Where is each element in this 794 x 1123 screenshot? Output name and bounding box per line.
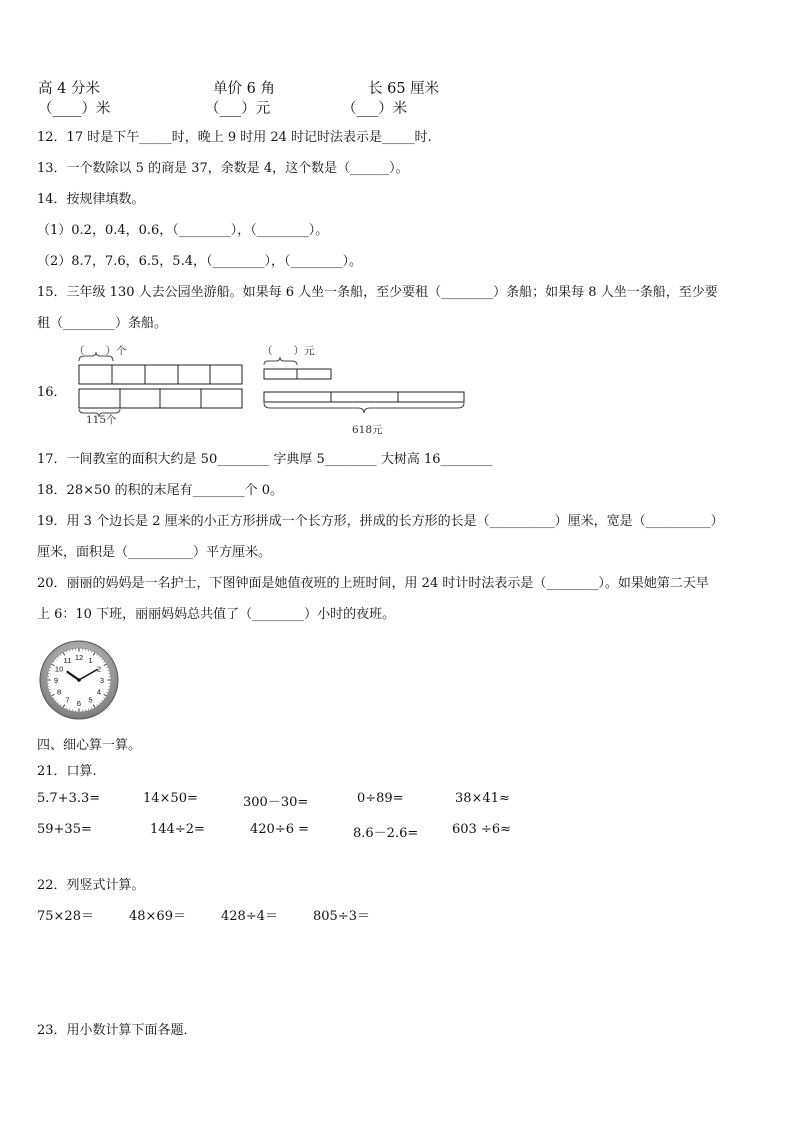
clock-numeral: 5 [88, 695, 93, 705]
q16-left-top-box [112, 365, 145, 384]
clock-numeral: 2 [96, 664, 102, 674]
q22-item: 75×28＝ [37, 909, 94, 924]
q21-row1-item: 38×41≈ [455, 791, 510, 806]
clock-center [77, 678, 81, 682]
clock-numeral: 4 [96, 687, 102, 697]
clock-numeral: 9 [53, 675, 59, 685]
question-17: 17．一间教室的面积大约是 50________ 字典厚 5________ 大树高 16________ [37, 452, 493, 467]
q16-left-top-box [145, 365, 178, 384]
q22-item: 48×69＝ [129, 909, 186, 924]
question-15-line2: 租（________）条船。 [37, 316, 168, 331]
question-18: 18．28×50 的积的末尾有________个 0。 [37, 483, 284, 498]
question-16-number: 16． [37, 385, 67, 400]
q16-right-top-box [297, 369, 331, 379]
unit-item-price: 单价 6 角 [213, 81, 275, 97]
q16-left-bottom-box [160, 389, 201, 408]
q16-left-top-box [178, 365, 210, 384]
unit-item-length: 长 65 厘米 [368, 81, 440, 97]
q16-left-top-box [79, 365, 112, 384]
clock-numeral: 1 [88, 655, 93, 665]
q16-left-top-box [210, 365, 242, 384]
q22-item: 428÷4＝ [221, 909, 278, 924]
q16-left-bottom-label: 115个 [86, 414, 117, 426]
q16-left-bottom-box [201, 389, 242, 408]
clock-numeral: 6 [76, 698, 82, 708]
q16-left-bottom-brace [79, 409, 120, 417]
clock-numeral: 11 [63, 655, 72, 665]
question-12: 12．17 时是下午_____时，晚上 9 时用 24 时记时法表示是_____时. [37, 130, 432, 145]
q16-right-bottom-label: 618元 [352, 424, 383, 436]
question-21-title: 21．口算. [37, 764, 97, 779]
q21-row1-item: 0÷89= [357, 791, 404, 806]
q16-right-top-box [264, 369, 297, 379]
q21-row1-item: 14×50= [143, 791, 198, 806]
clock-numeral: 7 [65, 695, 70, 705]
question-14-title: 14．按规律填数。 [37, 192, 145, 207]
q21-row2-item: 8.6－2.6= [353, 826, 419, 841]
q16-right-top-brace [264, 357, 297, 365]
q22-item: 805÷3＝ [313, 909, 370, 924]
clock-numeral: 3 [99, 675, 105, 685]
question-13: 13．一个数除以 5 的商是 37，余数是 4，这个数是（______）。 [37, 161, 409, 176]
question-22-title: 22．列竖式计算。 [37, 878, 145, 893]
q21-row1-item: 5.7+3.3= [37, 791, 101, 806]
q16-left-bottom-box [79, 389, 120, 408]
q16-right-bottom-box [264, 392, 331, 402]
question-15-line1: 15．三年级 130 人去公园坐游船。如果每 6 人坐一条船，至少要租（________）条船；如果每 8 人坐一条船，至少要 [37, 285, 718, 300]
question-19-line1: 19．用 3 个边长是 2 厘米的小正方形拼成一个长方形，拼成的长方形的长是（__________）厘米，宽是（__________） [37, 514, 724, 529]
clock-numeral: 8 [56, 687, 62, 697]
q21-row2-item: 59+35= [37, 822, 92, 837]
q21-row2-item: 144÷2= [150, 822, 205, 837]
q16-right-bottom-box [331, 392, 398, 402]
question-20-line1: 20．丽丽的妈妈是一名护士，下图钟面是她值夜班的上班时间，用 24 时计时法表示是（________）。如果她第二天早 [37, 576, 709, 591]
clock-numeral: 10 [54, 664, 64, 674]
question-14-line2: （2）8.7，7.6，6.5，5.4，（________），（________）。 [37, 254, 362, 269]
clock-numeral: 12 [74, 652, 84, 662]
unit-item-height: 高 4 分米 [38, 81, 100, 97]
question-14-line1: （1）0.2，0.4，0.6，（________），（________）。 [37, 223, 329, 238]
q21-row2-item: 603 ÷6≈ [452, 822, 512, 837]
question-19-line2: 厘米，面积是（__________）平方厘米。 [37, 545, 272, 560]
section-4-title: 四、细心算一算。 [37, 738, 142, 753]
question-23: 23．用小数计算下面各题． [37, 1023, 197, 1038]
q16-right-bottom-box [398, 392, 464, 402]
q21-row2-item: 420÷6 = [250, 822, 310, 837]
q16-left-bottom-box [120, 389, 160, 408]
q16-left-top-label: （ ）个 [74, 345, 127, 357]
unit-item-price-blank: （___）元 [205, 101, 271, 117]
question-20-line2: 上 6：10 下班，丽丽妈妈总共值了（________）小时的夜班。 [37, 607, 396, 622]
unit-item-height-blank: （____）米 [38, 101, 111, 117]
q16-right-bottom-brace [264, 403, 464, 413]
q21-row1-item: 300－30= [243, 795, 309, 810]
unit-item-length-blank: （___）米 [342, 101, 408, 117]
clock-face [39, 640, 119, 720]
q16-right-top-label: （ ）元 [262, 345, 315, 357]
q16-left-top-brace [79, 352, 113, 361]
